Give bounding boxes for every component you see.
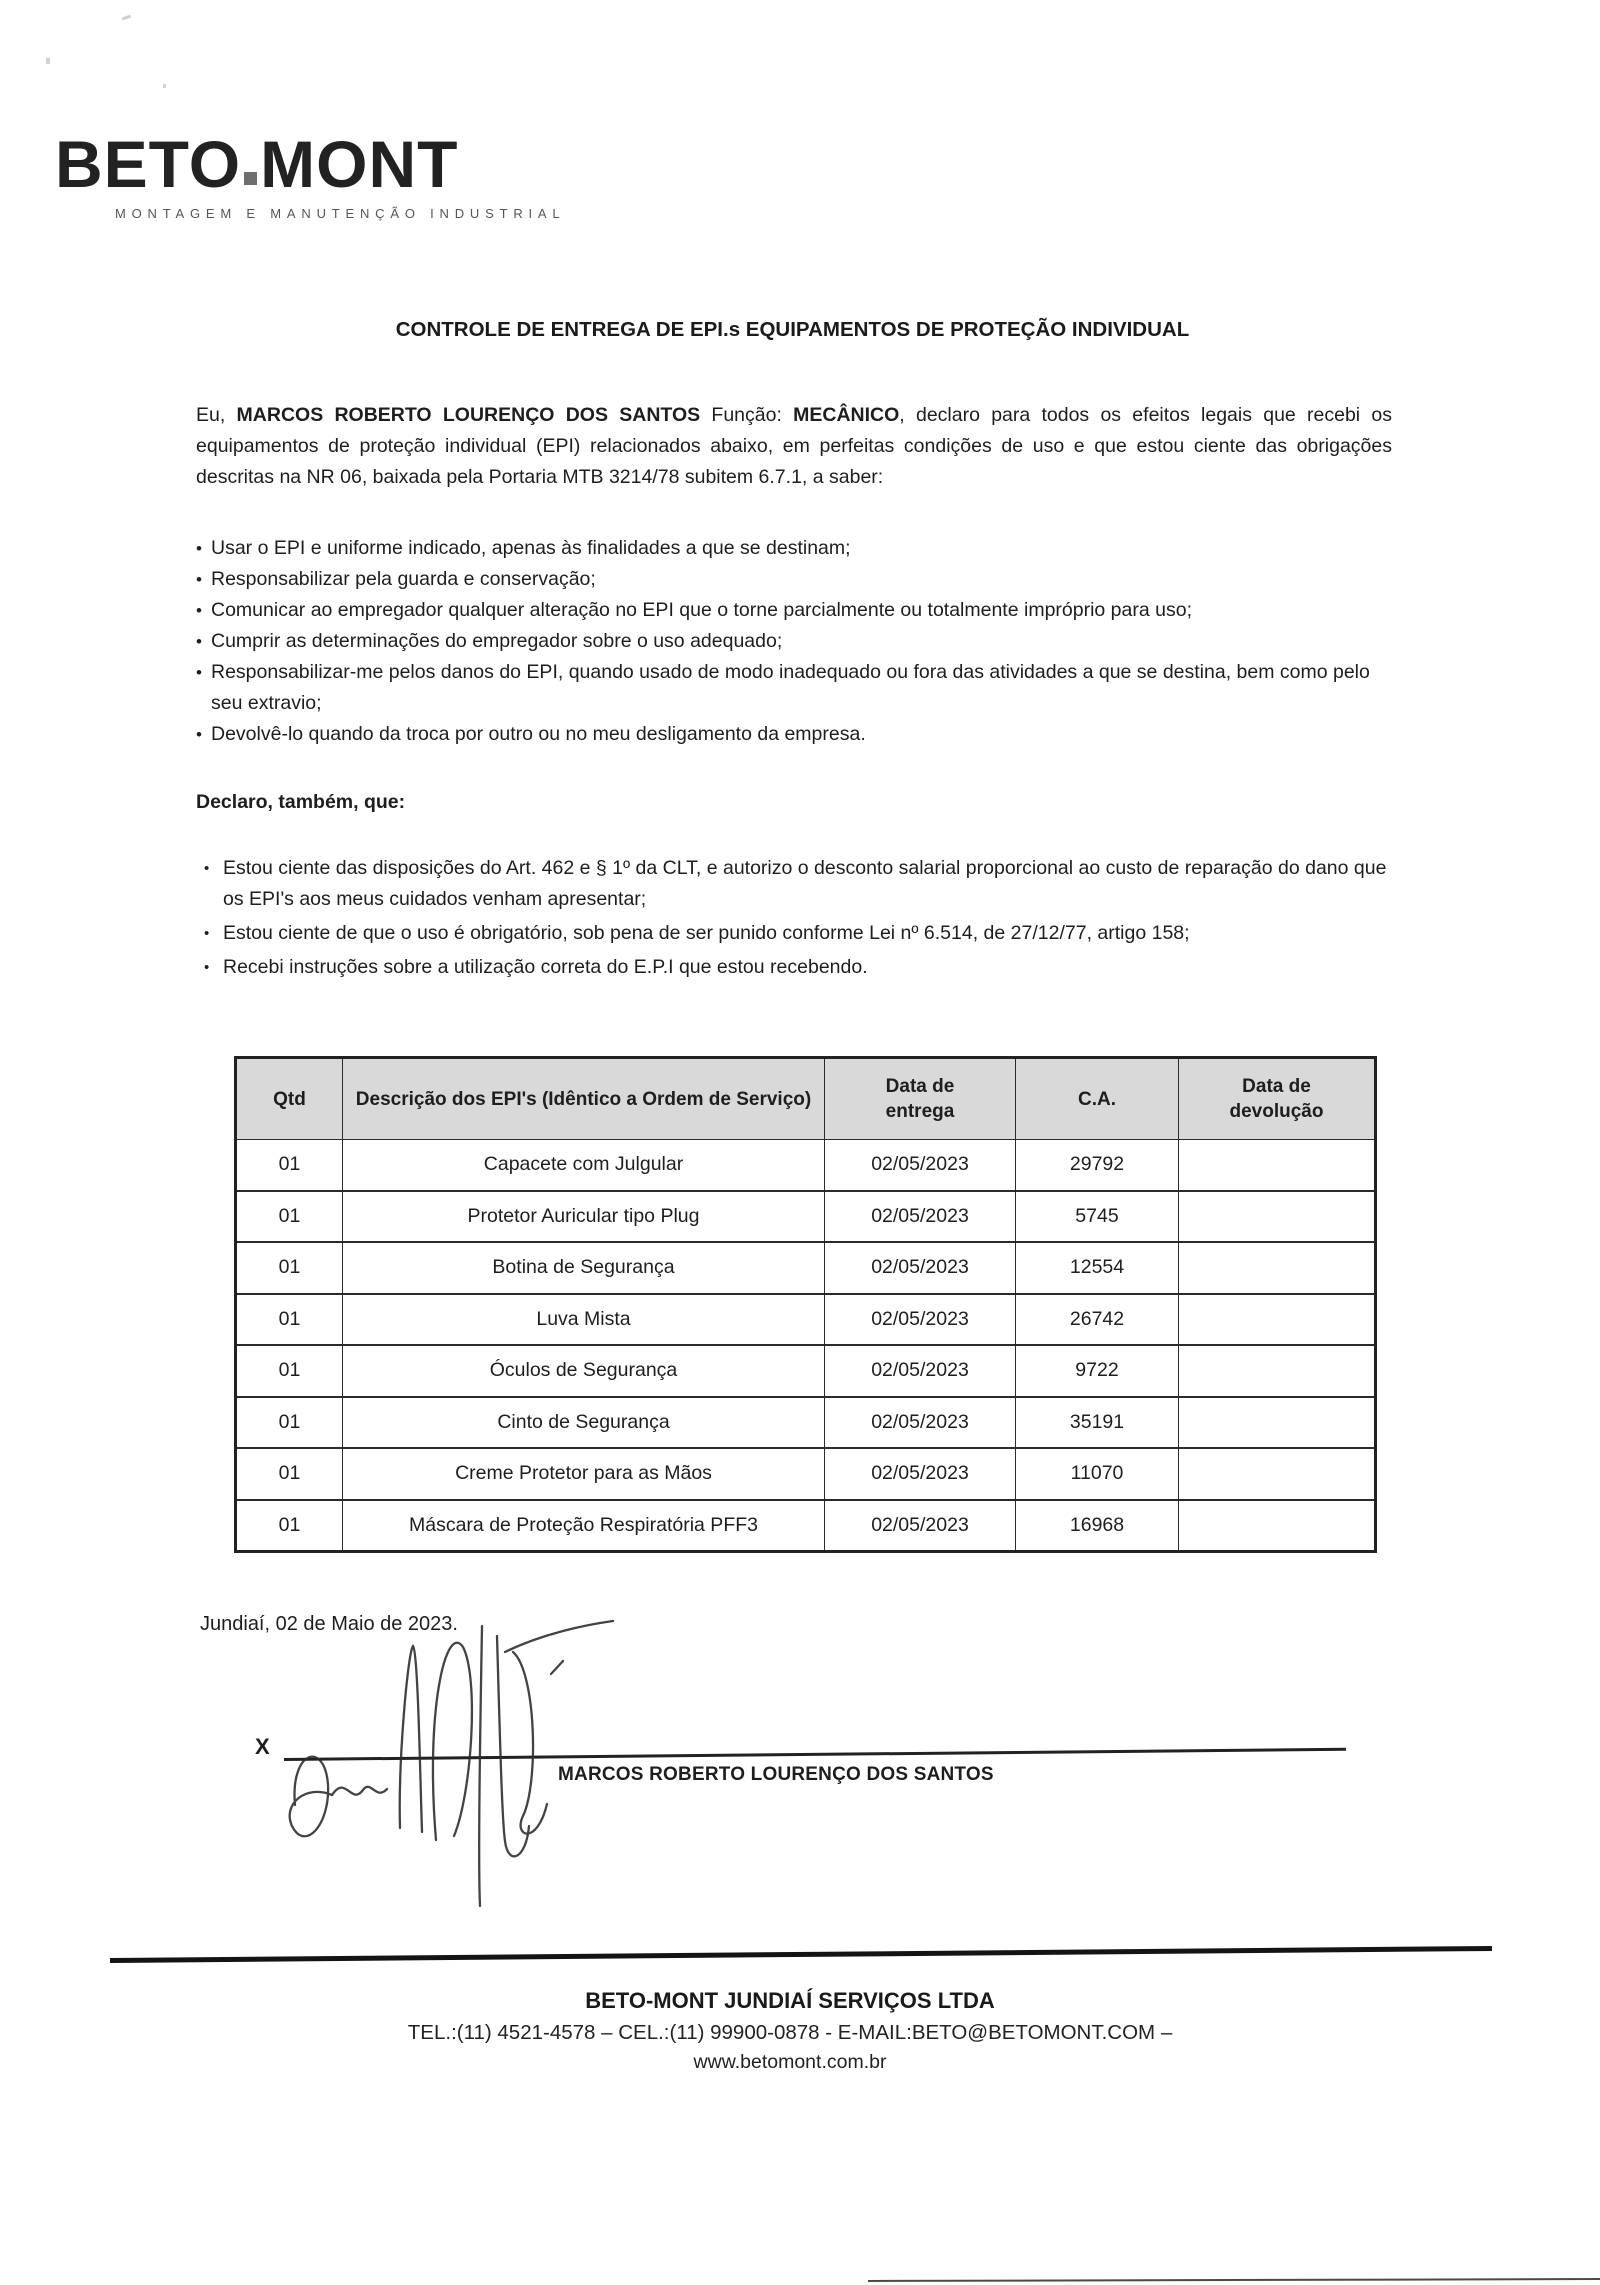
cell-devolucao (1179, 1242, 1376, 1294)
scan-artifact (122, 15, 131, 21)
list-item: • Devolvê-lo quando da troca por outro ou no meu desligamento da empresa. (196, 719, 1406, 750)
col-header-qtd (236, 1058, 343, 1140)
table-row (236, 1294, 1376, 1346)
signatory-name: MARCOS ROBERTO LOURENÇO DOS SANTOS (558, 1764, 994, 1785)
employee-name: MARCOS ROBERTO LOURENÇO DOS SANTOS (236, 404, 701, 426)
signature-x-mark: X (255, 1734, 270, 1759)
header-row (236, 1058, 1376, 1140)
cell-entrega: 02/05/2023 (825, 1242, 1016, 1294)
table-row (236, 1140, 1376, 1191)
cell-entrega: 02/05/2023 (825, 1294, 1016, 1346)
list-item: • Usar o EPI e uniforme indicado, apenas às finalidades a que se destinam; (196, 533, 1406, 564)
cell-devolucao (1179, 1140, 1376, 1191)
cell-desc: Máscara de Proteção Respiratória PFF3 (343, 1500, 825, 1552)
scan-artifact (46, 58, 50, 64)
logo-block (55, 126, 565, 221)
logo-dot-icon (244, 172, 257, 185)
footer-contact-info: TEL.:(11) 4521-4578 – CEL.:(11) 99900-0878 - E-MAIL:BETO@BETOMONT.COM – (407, 2021, 1173, 2044)
cell-ca: 5745 (1016, 1191, 1179, 1243)
page-edge-line (868, 2278, 1600, 2282)
intro-mid: Função: (700, 404, 794, 426)
logo-part2: MONT (260, 127, 459, 201)
cell-desc: Capacete com Julgular (343, 1140, 825, 1191)
cell-ca: 29792 (1016, 1140, 1179, 1191)
cell-desc: Creme Protetor para as Mãos (343, 1448, 825, 1500)
cell-desc: Protetor Auricular tipo Plug (343, 1191, 825, 1243)
cell-devolucao (1179, 1294, 1376, 1346)
cell-devolucao (1179, 1448, 1376, 1500)
header-label: C.A. (1078, 1088, 1116, 1110)
date-line: Jundiaí, 02 de Maio de 2023. (200, 1613, 458, 1635)
cell-entrega: 02/05/2023 (825, 1397, 1016, 1449)
declare-heading: Declaro, também, que: (196, 791, 406, 813)
col-header-devolucao (1179, 1058, 1376, 1140)
header-label: Data de entrega (885, 1076, 955, 1122)
footer-company-name: BETO-MONT JUNDIAÍ SERVIÇOS LTDA (585, 1988, 995, 2013)
cell-desc: Botina de Segurança (343, 1242, 825, 1294)
footer-website: www.betomont.com.br (693, 2051, 887, 2073)
table-row (236, 1191, 1376, 1243)
list-item: • Comunicar ao empregador qualquer alteração no EPI que o torne parcialmente ou totalmente impróprio para uso; (196, 595, 1406, 626)
header-label: Qtd (273, 1088, 306, 1110)
table-row (236, 1242, 1376, 1294)
intro-pre: Eu, (196, 404, 237, 426)
cell-ca: 12554 (1016, 1242, 1179, 1294)
table-row (236, 1448, 1376, 1500)
cell-entrega: 02/05/2023 (825, 1140, 1016, 1191)
cell-desc: Óculos de Segurança (343, 1345, 825, 1397)
cell-qtd: 01 (236, 1448, 343, 1500)
list-item: • Responsabilizar pela guarda e conservação; (196, 564, 1406, 595)
list-item: • Estou ciente de que o uso é obrigatório, sob pena de ser punido conforme Lei nº 6.514, de 27/12/77, artigo 158; (196, 918, 1411, 949)
cell-qtd: 01 (236, 1242, 343, 1294)
logo-tagline: MONTAGEM E MANUTENÇÃO INDUSTRIAL (115, 206, 566, 221)
cell-desc: Luva Mista (343, 1294, 825, 1346)
cell-entrega: 02/05/2023 (825, 1448, 1016, 1500)
col-header-descricao (343, 1058, 825, 1140)
table-header (236, 1058, 1376, 1140)
cell-entrega: 02/05/2023 (825, 1500, 1016, 1552)
cell-entrega: 02/05/2023 (825, 1345, 1016, 1397)
list-item: • Cumprir as determinações do empregador sobre o uso adequado; (196, 626, 1406, 657)
declarations-list (196, 853, 1411, 986)
header-label: Data de devolução (1229, 1076, 1324, 1122)
intro-paragraph (196, 400, 1392, 493)
list-item: • Estou ciente das disposições do Art. 462 e § 1º da CLT, e autorizo o desconto salarial proporcional ao custo de reparação do dano que os EPI's aos meus cuidados venham apresentar; (196, 853, 1411, 915)
cell-entrega: 02/05/2023 (825, 1191, 1016, 1243)
col-header-entrega (825, 1058, 1016, 1140)
cell-qtd: 01 (236, 1140, 343, 1191)
intro-post: , declaro para todos os efeitos legais que recebi os equipamentos de proteção individual (EPI) relacionados abaixo, em perfeitas condições de uso e que estou ciente das obrigações descritas na NR 06, baixada pela Portaria MTB 3214/78 subitem 6.7.1, a saber: (196, 404, 1392, 488)
cell-qtd: 01 (236, 1294, 343, 1346)
table-row (236, 1500, 1376, 1552)
table-row (236, 1397, 1376, 1449)
table-row (236, 1345, 1376, 1397)
list-item: • Recebi instruções sobre a utilização correta do E.P.I que estou recebendo. (196, 952, 1411, 983)
cell-devolucao (1179, 1345, 1376, 1397)
cell-devolucao (1179, 1500, 1376, 1552)
employee-role: MECÂNICO (793, 404, 900, 426)
cell-ca: 9722 (1016, 1345, 1179, 1397)
cell-ca: 26742 (1016, 1294, 1179, 1346)
handwritten-signature (250, 1590, 950, 1920)
list-item: • Responsabilizar-me pelos danos do EPI, quando usado de modo inadequado ou fora das atividades a que se destina, bem como pelo seu extravio; (196, 657, 1406, 719)
cell-ca: 11070 (1016, 1448, 1179, 1500)
cell-qtd: 01 (236, 1500, 343, 1552)
cell-qtd: 01 (236, 1397, 343, 1449)
cell-devolucao (1179, 1397, 1376, 1449)
scan-artifact (163, 84, 166, 88)
footer-divider (110, 1946, 1492, 1963)
page-title: CONTROLE DE ENTREGA DE EPI.s EQUIPAMENTOS DE PROTEÇÃO INDIVIDUAL (395, 318, 1190, 341)
obligations-list (196, 533, 1406, 750)
cell-qtd: 01 (236, 1345, 343, 1397)
header-label: Descrição dos EPI's (Idêntico a Ordem de Serviço) (355, 1088, 812, 1110)
cell-qtd: 01 (236, 1191, 343, 1243)
cell-ca: 35191 (1016, 1397, 1179, 1449)
epi-table (234, 1056, 1377, 1553)
cell-desc: Cinto de Segurança (343, 1397, 825, 1449)
logo-part1: BETO (55, 127, 242, 201)
company-logo (55, 126, 565, 202)
col-header-ca (1016, 1058, 1179, 1140)
cell-devolucao (1179, 1191, 1376, 1243)
footer (150, 1988, 1430, 2074)
cell-ca: 16968 (1016, 1500, 1179, 1552)
